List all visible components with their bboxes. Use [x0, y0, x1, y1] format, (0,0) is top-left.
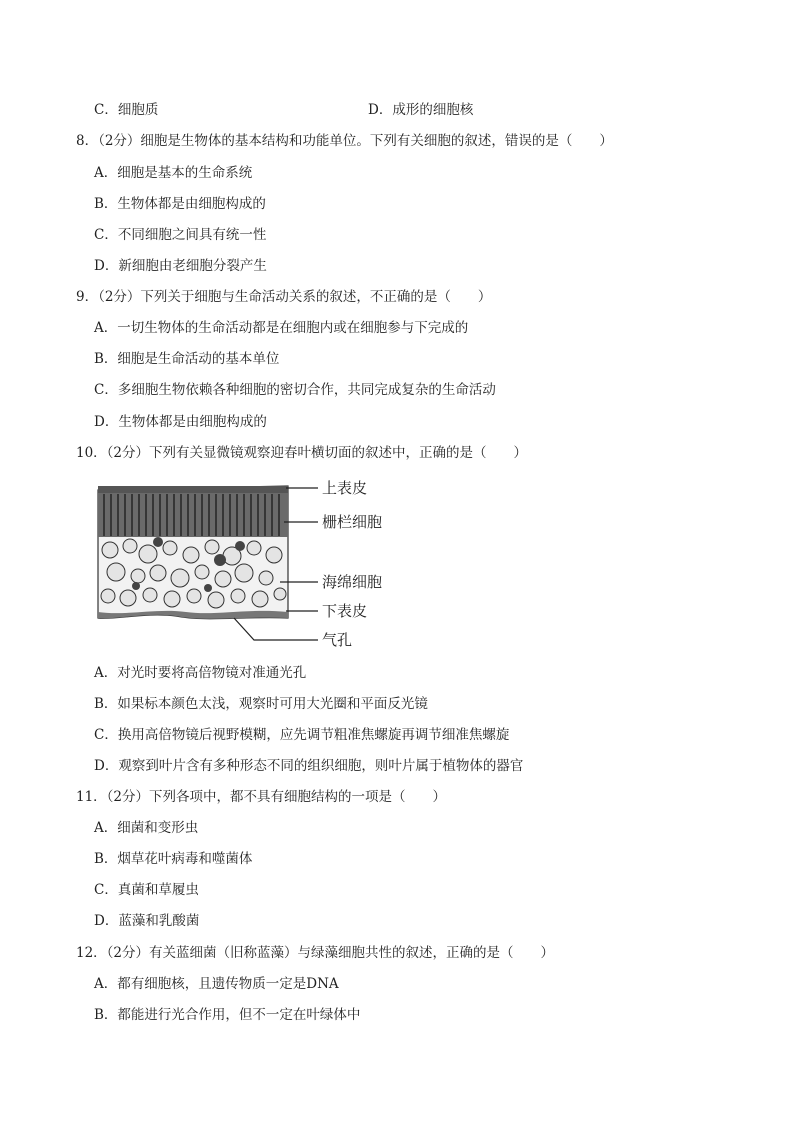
- q8-option-b: B．生物体都是由细胞构成的: [94, 196, 266, 212]
- q11-option-d: D．蓝藻和乳酸菌: [94, 913, 200, 929]
- label-upper-epidermis: 上表皮: [322, 480, 368, 497]
- label-lower-epidermis: 下表皮: [322, 602, 368, 620]
- q12-option-b: B．都能进行光合作用，但不一定在叶绿体中: [94, 1007, 361, 1023]
- leaf-cross-section-figure: [96, 480, 396, 650]
- q11-option-b: B．烟草花叶病毒和噬菌体: [94, 851, 253, 867]
- q7-option-c: C．细胞质: [94, 102, 159, 118]
- q10-option-a: A．对光时要将高倍物镜对准通光孔: [94, 665, 307, 681]
- q8-stem: 8．（2分）细胞是生物体的基本结构和功能单位。下列有关细胞的叙述，错误的是（ ）: [76, 133, 613, 149]
- q10-option-b: B．如果标本颜色太浅，观察时可用大光圈和平面反光镜: [94, 696, 428, 712]
- q11-option-a: A．细菌和变形虫: [94, 820, 199, 836]
- q9-stem: 9．（2分）下列关于细胞与生命活动关系的叙述，不正确的是（ ）: [76, 289, 492, 305]
- q12-option-a: A．都有细胞核，且遗传物质一定是DNA: [94, 976, 339, 992]
- q9-option-c: C．多细胞生物依赖各种细胞的密切合作，共同完成复杂的生命活动: [94, 382, 496, 398]
- label-stoma: 气孔: [322, 631, 353, 649]
- q9-option-b: B．细胞是生命活动的基本单位: [94, 351, 280, 367]
- q8-option-c: C．不同细胞之间具有统一性: [94, 227, 267, 243]
- label-palisade-cells: 栅栏细胞: [322, 513, 383, 531]
- q8-option-a: A．细胞是基本的生命系统: [94, 165, 253, 181]
- q10-stem: 10．（2分）下列有关显微镜观察迎春叶横切面的叙述中，正确的是（ ）: [76, 445, 528, 461]
- q9-option-d: D．生物体都是由细胞构成的: [94, 414, 267, 430]
- q12-stem: 12．（2分）有关蓝细菌（旧称蓝藻）与绿藻细胞共性的叙述，正确的是（ ）: [76, 945, 555, 961]
- q10-option-d: D．观察到叶片含有多种形态不同的组织细胞，则叶片属于植物体的器官: [94, 758, 524, 774]
- q7-option-d: D．成形的细胞核: [368, 102, 474, 118]
- q10-option-c: C．换用高倍物镜后视野模糊，应先调节粗准焦螺旋再调节细准焦螺旋: [94, 727, 510, 743]
- palisade-layer: [98, 493, 288, 537]
- upper-epidermis-band: [98, 486, 288, 493]
- q9-option-a: A．一切生物体的生命活动都是在细胞内或在细胞参与下完成的: [94, 320, 469, 336]
- q11-stem: 11．（2分）下列各项中，都不具有细胞结构的一项是（ ）: [76, 789, 447, 805]
- label-spongy-cells: 海绵细胞: [322, 573, 383, 591]
- q11-option-c: C．真菌和草履虫: [94, 882, 199, 898]
- q8-option-d: D．新细胞由老细胞分裂产生: [94, 258, 267, 274]
